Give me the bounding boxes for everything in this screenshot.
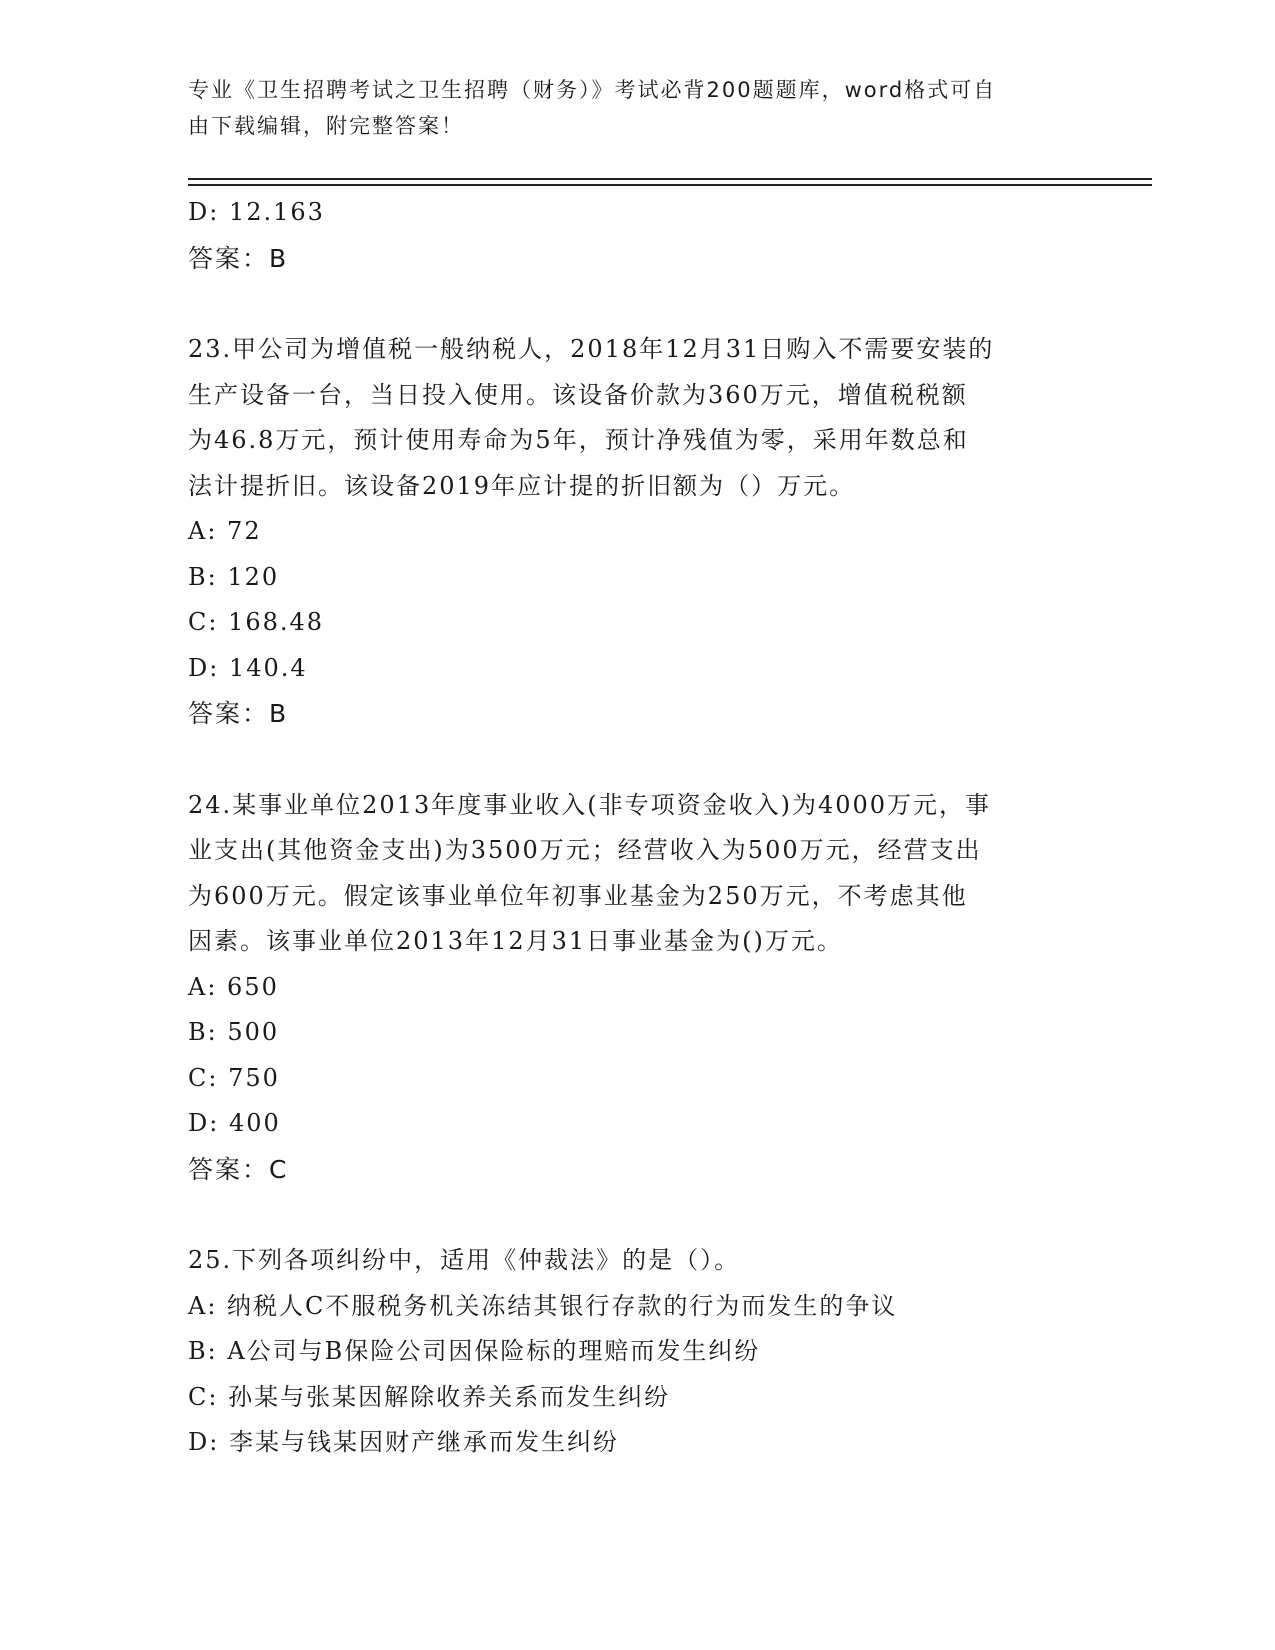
question-text-line: 为46.8万元，预计使用寿命为5年，预计净残值为零，采用年数总和 [188, 426, 969, 454]
option-d: D: 140.4 [188, 653, 308, 682]
question-23 [188, 327, 1088, 737]
spacer [188, 1192, 1088, 1238]
question-text-line: 因素。该事业单位2013年12月31日事业基金为()万元。 [188, 927, 843, 955]
question-text-line: 业支出(其他资金支出)为3500万元；经营收入为500万元，经营支出 [188, 836, 982, 864]
option-b: B: A公司与B保险公司因保险标的理赔而发生纠纷 [188, 1337, 761, 1365]
question-text-line: 为600万元。假定该事业单位年初事业基金为250万元，不考虑其他 [188, 881, 968, 910]
option-d: D: 李某与钱某因财产继承而发生纠纷 [188, 1428, 619, 1456]
question-text-line: 23.甲公司为增值税一般纳税人，2018年12月31日购入不需要安装的 [188, 335, 995, 363]
question-text-line: 生产设备一台，当日投入使用。该设备价款为360万元，增值税税额 [188, 380, 968, 409]
prev-question-answer: 答案：B [188, 243, 289, 273]
question-25 [188, 1238, 1088, 1466]
option-c: C: 750 [188, 1063, 280, 1092]
question-text-line: 24.某事业单位2013年度事业收入(非专项资金收入)为4000万元，事 [188, 790, 992, 819]
question-24 [188, 783, 1088, 1193]
option-a: A: 650 [188, 972, 279, 1001]
header-rule-bottom [188, 184, 1152, 186]
question-text-line: 法计提折旧。该设备2019年应计提的折旧额为（）万元。 [188, 471, 856, 500]
answer: 答案：C [188, 1154, 289, 1184]
spacer [188, 737, 1088, 783]
option-c: C: 168.48 [188, 608, 325, 636]
option-a: A: 纳税人C不服税务机关冻结其银行存款的行为而发生的争议 [188, 1291, 898, 1320]
option-c: C: 孙某与张某因解除收养关系而发生纠纷 [188, 1382, 671, 1411]
header-rule-top [188, 178, 1152, 180]
question-text-line: 25.下列各项纠纷中，适用《仲裁法》的是（）。 [188, 1246, 741, 1274]
option-d: D: 400 [188, 1109, 281, 1137]
answer: 答案：B [188, 699, 289, 728]
document-body [188, 190, 1088, 1466]
option-a: A: 72 [188, 517, 262, 545]
spacer [188, 281, 1088, 327]
header-title-line-1: 专业《卫生招聘考试之卫生招聘（财务）》考试必背200题题库，word格式可自 [188, 78, 997, 102]
header-title-line-2: 由下载编辑，附完整答案！ [188, 114, 464, 138]
option-b: B: 500 [188, 1018, 280, 1046]
option-b: B: 120 [188, 562, 280, 591]
document-header [188, 72, 1068, 144]
prev-question-option-d: D: 12.163 [188, 198, 325, 226]
